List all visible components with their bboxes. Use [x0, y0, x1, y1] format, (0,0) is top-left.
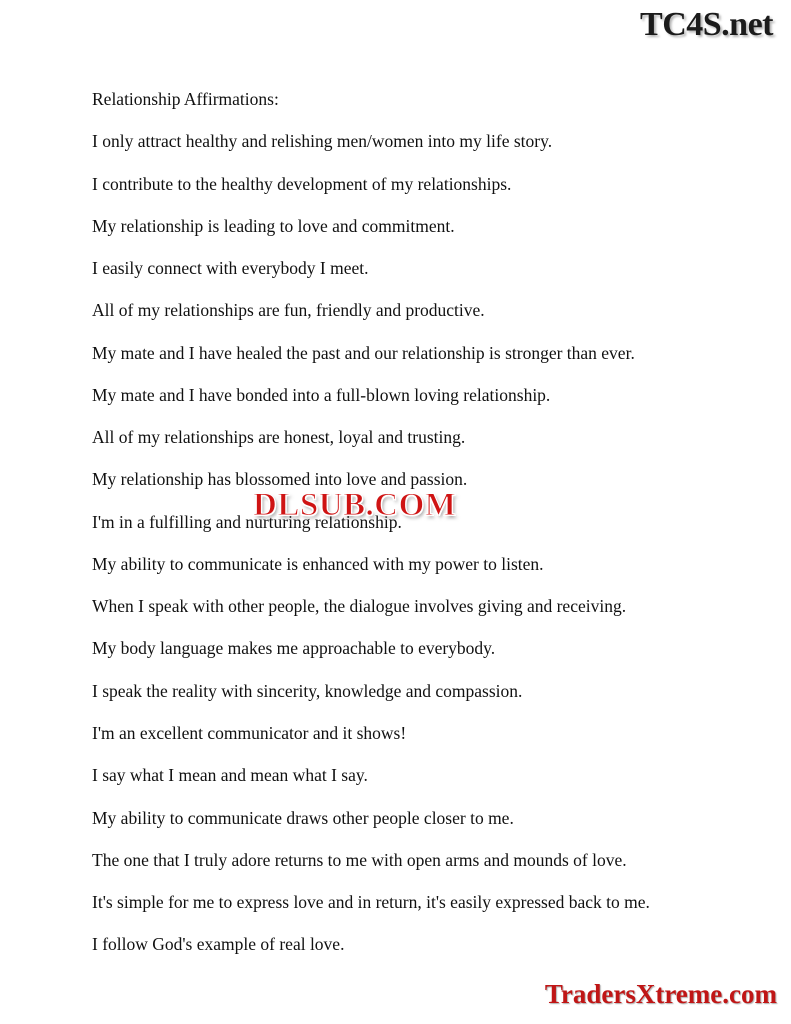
affirmation-paragraph: All of my relationships are honest, loyal and trusting. [92, 427, 466, 448]
affirmation-paragraph: My ability to communicate draws other people closer to me. [92, 807, 514, 828]
affirmation-paragraph: I contribute to the healthy development of my relationships. [92, 173, 512, 194]
affirmation-paragraph: When I speak with other people, the dialogue involves giving and receiving. [92, 596, 627, 617]
affirmation-paragraph: My mate and I have healed the past and our relationship is stronger than ever. [92, 342, 635, 363]
affirmation-paragraph: My relationship has blossomed into love and passion. [92, 469, 468, 490]
affirmation-paragraph: My ability to communicate is enhanced with my power to listen. [92, 553, 544, 574]
affirmation-paragraph: My body language makes me approachable to everybody. [92, 638, 496, 659]
affirmation-paragraph: I only attract healthy and relishing men/women into my life story. [92, 131, 553, 152]
affirmation-paragraph: All of my relationships are fun, friendly and productive. [92, 300, 485, 321]
affirmation-paragraph: My relationship is leading to love and commitment. [92, 215, 455, 236]
center-watermark: DLSUB.COM [253, 487, 457, 523]
page-title: Relationship Affirmations: [92, 89, 279, 109]
affirmation-paragraph: I'm an excellent communicator and it shows! [92, 722, 407, 743]
affirmation-paragraph: The one that I truly adore returns to me with open arms and mounds of love. [92, 849, 627, 870]
affirmation-paragraph: I speak the reality with sincerity, knowledge and compassion. [92, 680, 523, 701]
top-right-watermark: TC4S.net [640, 6, 773, 43]
bottom-right-watermark: TradersXtreme.com [544, 979, 777, 1009]
affirmation-paragraph: It's simple for me to express love and in return, it's easily expressed back to me. [92, 892, 650, 913]
affirmation-paragraph: My mate and I have bonded into a full-blown loving relationship. [92, 384, 551, 405]
affirmation-paragraph: I'm in a fulfilling and nurturing relationship. [92, 511, 402, 532]
affirmation-paragraph: I say what I mean and mean what I say. [92, 765, 368, 786]
affirmation-paragraph: I follow God's example of real love. [92, 934, 345, 955]
affirmation-paragraph: I easily connect with everybody I meet. [92, 258, 369, 279]
